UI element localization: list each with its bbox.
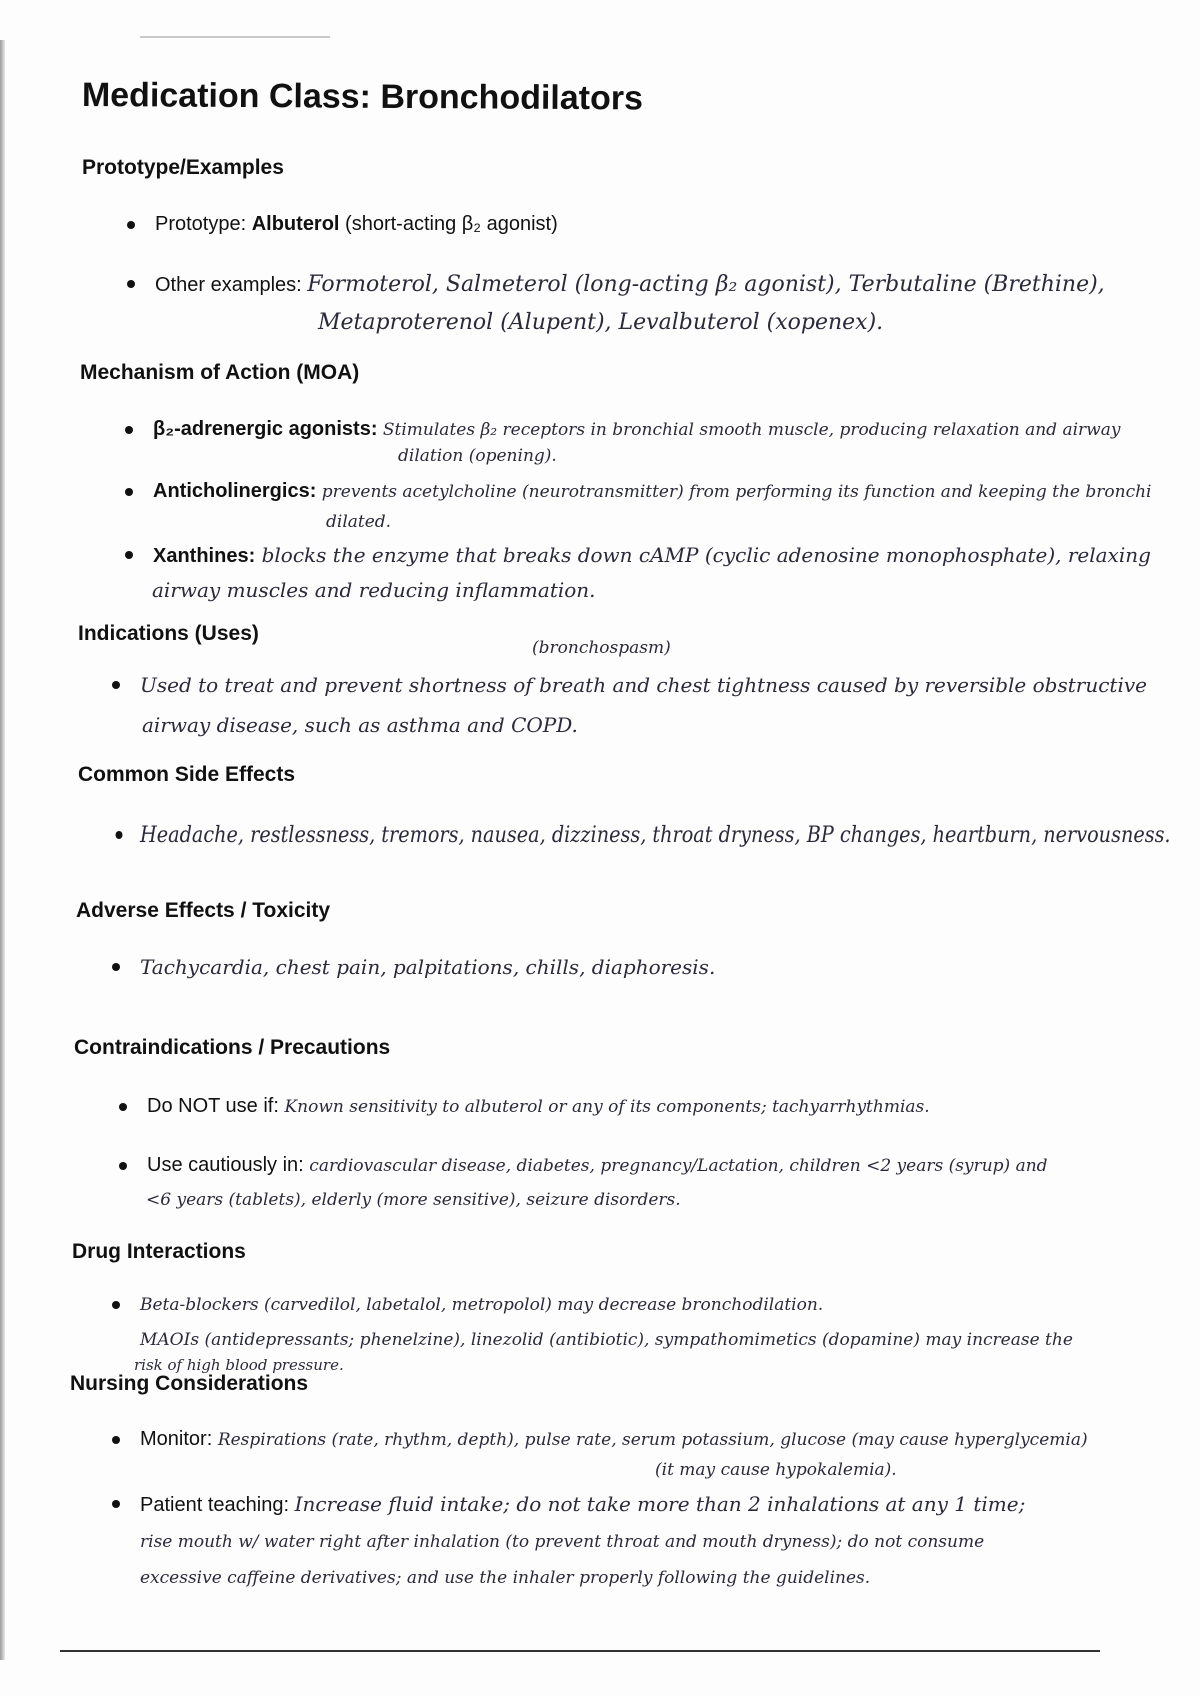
moa-anti-line2: dilated. bbox=[326, 512, 392, 532]
top-rule bbox=[140, 36, 330, 38]
bullet-dot bbox=[125, 426, 133, 434]
interactions-item bbox=[140, 1293, 823, 1316]
contra-donot-item: Do NOT use if: Known sensitivity to albuterol or any of its components; tachyarrhythmias. bbox=[147, 1095, 930, 1118]
nursing-monitor-line1: Respirations (rate, rhythm, depth), pulse rate, serum potassium, glucose (may cause hyperglycemia) bbox=[217, 1430, 1088, 1450]
bullet-dot bbox=[112, 681, 120, 689]
indications-line2: airway disease, such as asthma and COPD. bbox=[142, 713, 578, 737]
nursing-teaching-item: Patient teaching: Increase fluid intake; do not take more than 2 inhalations at any 1 time; bbox=[140, 1492, 1025, 1517]
moa-anti-label: Anticholinergics: bbox=[153, 480, 317, 502]
moa-anti-line1: prevents acetylcholine (neurotransmitter) from performing its function and keeping the bronchi bbox=[316, 482, 1152, 502]
heading-moa: Mechanism of Action (MOA) bbox=[80, 361, 360, 384]
other-examples-line2: Metaproterenol (Alupent), Levalbuterol (xopenex). bbox=[318, 310, 884, 335]
heading-adverse: Adverse Effects / Toxicity bbox=[76, 899, 331, 922]
indications-line1: Used to treat and prevent shortness of breath and chest tightness caused by reversible obstructive bbox=[140, 673, 1147, 697]
prototype-item: Prototype: Albuterol (short-acting β₂ agonist) bbox=[155, 213, 558, 236]
moa-xan-line2: airway muscles and reducing inflammation. bbox=[152, 578, 596, 602]
heading-nursing: Nursing Considerations bbox=[70, 1372, 309, 1395]
bullet-dot bbox=[125, 551, 133, 559]
interactions-line2: MAOIs (antidepressants; phenelzine), linezolid (antibiotic), sympathomimetics (dopamine) may increase the bbox=[140, 1330, 1073, 1350]
moa-beta-line1: Stimulates β₂ receptors in bronchial smooth muscle, producing relaxation and airway bbox=[377, 420, 1121, 440]
moa-beta-line2: dilation (opening). bbox=[398, 446, 557, 466]
heading-interactions: Drug Interactions bbox=[72, 1240, 246, 1263]
bullet-dot bbox=[127, 280, 135, 288]
bullet-dot bbox=[112, 1500, 120, 1508]
bullet-dot bbox=[112, 1436, 120, 1444]
adverse-line1: Tachycardia, chest pain, palpitations, chills, diaphoresis. bbox=[140, 955, 716, 979]
bullet-dot bbox=[119, 1162, 127, 1170]
other-examples-item: Other examples: Formoterol, Salmeterol (long-acting β₂ agonist), Terbutaline (Brethine), bbox=[155, 272, 1105, 297]
page-title: Medication Class: Bronchodilators bbox=[81, 76, 644, 118]
moa-xan-item bbox=[153, 543, 1151, 568]
bullet-dot bbox=[112, 1301, 120, 1309]
contra-caution-line1: cardiovascular disease, diabetes, pregnancy/Lactation, children <2 years (syrup) and bbox=[309, 1156, 1048, 1176]
moa-xan-line1: blocks the enzyme that breaks down cAMP (cyclic adenosine monophosphate), relaxing bbox=[255, 543, 1151, 567]
bullet-dot bbox=[112, 963, 120, 971]
indications-item bbox=[140, 673, 1147, 698]
other-examples-line1: Formoterol, Salmeterol (long-acting β₂ agonist), Terbutaline (Brethine), bbox=[307, 272, 1105, 297]
contra-caution-item: Use cautiously in: cardiovascular disease, diabetes, pregnancy/Lactation, children <2 years (syrup) and bbox=[147, 1154, 1048, 1177]
nursing-teach-line1: Increase fluid intake; do not take more than 2 inhalations at any 1 time; bbox=[294, 1492, 1026, 1516]
nursing-monitor-item: Monitor: Respirations (rate, rhythm, depth), pulse rate, serum potassium, glucose (may cause hyperglycemia) bbox=[140, 1428, 1088, 1451]
contra-donot-text: Known sensitivity to albuterol or any of its components; tachyarrhythmias. bbox=[284, 1097, 930, 1117]
nursing-teach-line2: rise mouth w/ water right after inhalation (to prevent throat and mouth dryness); do not consume bbox=[140, 1532, 985, 1552]
scan-edge-shadow bbox=[0, 40, 5, 1660]
prototype-drug: Albuterol bbox=[251, 213, 340, 235]
bullet-dot bbox=[127, 221, 135, 229]
heading-side-effects: Common Side Effects bbox=[78, 763, 296, 786]
bullet-dot bbox=[119, 1103, 127, 1111]
nursing-monitor-line2: (it may cause hypokalemia). bbox=[655, 1460, 897, 1480]
adverse-item bbox=[140, 955, 715, 980]
bottom-rule bbox=[60, 1650, 1100, 1652]
side-effects-item bbox=[140, 823, 1171, 848]
indications-note: (bronchospasm) bbox=[532, 638, 671, 658]
nursing-teach-line3: excessive caffeine derivatives; and use the inhaler properly following the guidelines. bbox=[140, 1568, 871, 1588]
moa-beta-label: β₂-adrenergic agonists: bbox=[153, 418, 378, 440]
interactions-line1: Beta-blockers (carvedilol, labetalol, metropolol) may decrease bronchodilation. bbox=[140, 1295, 824, 1315]
heading-indications: Indications (Uses) bbox=[78, 622, 259, 645]
interactions-line3: risk of high blood pressure. bbox=[134, 1356, 344, 1374]
moa-anti-item bbox=[153, 480, 1152, 503]
heading-contraindications: Contraindications / Precautions bbox=[74, 1036, 391, 1059]
heading-prototype: Prototype/Examples bbox=[82, 156, 284, 179]
bullet-dot bbox=[125, 488, 133, 496]
bullet-dot bbox=[116, 831, 123, 839]
side-effects-line1: Headache, restlessness, tremors, nausea, dizziness, throat dryness, BP changes, heartburn, nervousness. bbox=[140, 823, 1171, 848]
contra-caution-line2: <6 years (tablets), elderly (more sensitive), seizure disorders. bbox=[146, 1190, 681, 1210]
moa-xan-label: Xanthines: bbox=[153, 545, 256, 567]
moa-beta-item bbox=[153, 418, 1120, 441]
